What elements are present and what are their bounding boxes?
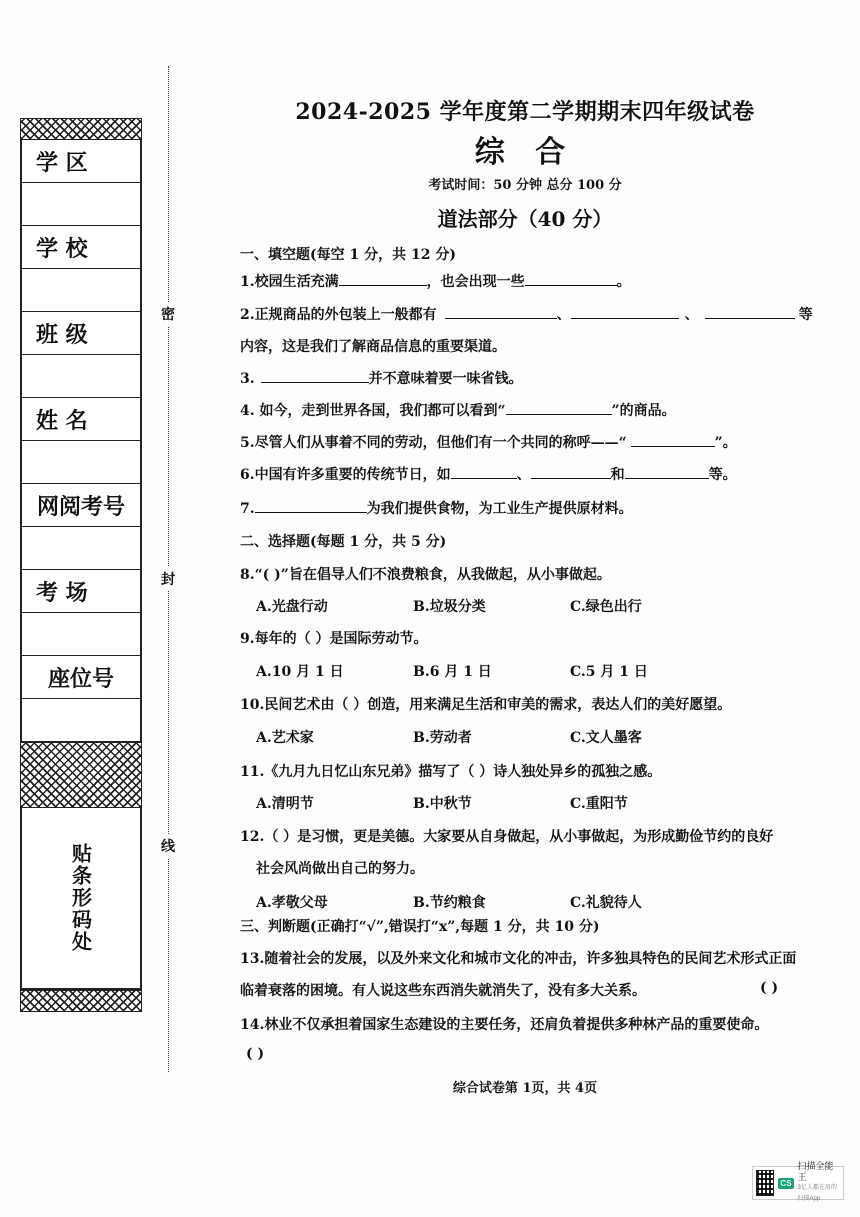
q-text: 1.校园生活充满 [240, 274, 339, 290]
exam-info: 考试时间：50 分钟 总分 100 分 [428, 178, 622, 193]
q-text: 。 [616, 274, 631, 290]
option-a[interactable]: A.艺术家 [256, 730, 314, 746]
option-c[interactable]: C.重阳节 [570, 796, 628, 812]
camscanner-logo-icon: CS [780, 1178, 792, 1188]
field-seat-blank[interactable] [20, 699, 142, 742]
field-school [20, 226, 142, 269]
question-12: 12.（ ）是习惯，更是美德。大家要从自身做起，从小事做起，为形成勤俭节约的良好 [240, 829, 774, 845]
binding-sidebar [20, 118, 142, 1034]
chevron-border [20, 118, 142, 140]
seal-mark: 封 [161, 567, 175, 591]
option-b[interactable]: B.6 月 1 日 [413, 664, 492, 680]
options-12 [256, 892, 727, 912]
q-text: 和 [610, 467, 625, 483]
field-school-blank[interactable] [20, 269, 142, 312]
q-text: 3. [240, 371, 255, 387]
option-b[interactable]: B.节约粮食 [413, 895, 486, 911]
option-c[interactable]: C.文人墨客 [570, 730, 642, 746]
q-text: 并不意味着要一味省钱。 [368, 371, 523, 387]
options-11 [256, 793, 727, 813]
q-text: ”的商品。 [611, 403, 676, 419]
exam-content [240, 96, 813, 1096]
subject-title: 综 合 [474, 135, 576, 170]
part1-heading: 一、填空题(每空 1 分，共 12 分) [240, 247, 456, 263]
question-1 [240, 271, 820, 291]
page-title: 2024-2025 学年度第二学期期末四年级试卷 [295, 99, 755, 125]
chevron-border [20, 742, 142, 808]
scanner-text [798, 1161, 840, 1205]
question-7 [240, 498, 820, 518]
question-13-cont [240, 980, 820, 1000]
field-exam-id [20, 484, 142, 527]
q-text: 7. [240, 501, 255, 517]
q-text: 2.正规商品的外包装上一般都有 [240, 307, 437, 323]
answer-blank[interactable] [261, 368, 369, 383]
field-class-blank[interactable] [20, 355, 142, 398]
option-b[interactable]: B.劳动者 [413, 730, 472, 746]
barcode-area [20, 808, 142, 990]
question-6 [240, 464, 820, 484]
option-a[interactable]: A.10 月 1 日 [256, 664, 344, 680]
question-14: 14.林业不仅承担着国家生态建设的主要任务，还肩负着提供多种林产品的重要使命。 [240, 1017, 769, 1033]
part3-heading: 三、判断题(正确打“√”,错误打“x”,每题 1 分，共 10 分) [240, 919, 600, 935]
seal-mark: 密 [161, 302, 175, 326]
field-label: 学 区 [36, 149, 88, 176]
scanner-sub: 3亿人都在用的扫描App [797, 1185, 837, 1202]
field-label: 网阅考号 [36, 493, 125, 520]
q-text: 、 [556, 307, 571, 323]
section-title: 道法部分（40 分） [437, 207, 613, 231]
q-text: 为我们提供食物，为工业生产提供原材料。 [366, 501, 633, 517]
answer-paren[interactable]: ( ) [760, 980, 779, 996]
option-c[interactable]: C.礼貌待人 [570, 895, 642, 911]
option-a[interactable]: A.光盘行动 [256, 599, 328, 615]
chevron-border [20, 990, 142, 1012]
answer-blank[interactable] [525, 271, 617, 286]
option-a[interactable]: A.孝敬父母 [256, 895, 328, 911]
page-footer: 综合试卷第 1页，共 4页 [452, 1081, 598, 1096]
option-a[interactable]: A.清明节 [256, 796, 314, 812]
answer-blank[interactable] [506, 400, 612, 415]
option-c[interactable]: C.5 月 1 日 [570, 664, 648, 680]
answer-blank[interactable] [339, 271, 427, 286]
q-text: 6.中国有许多重要的传统节日，如 [240, 467, 451, 483]
field-room-blank[interactable] [20, 613, 142, 656]
field-name-blank[interactable] [20, 441, 142, 484]
question-12-cont: 社会风尚做出自己的努力。 [256, 861, 424, 877]
seal-mark: 线 [161, 834, 175, 858]
q-text: 等。 [708, 467, 737, 483]
answer-blank[interactable] [451, 464, 517, 479]
answer-blank[interactable] [445, 304, 557, 319]
question-3 [240, 368, 820, 388]
barcode-label: 贴条形码处 [68, 843, 93, 953]
q-text: 、 [516, 467, 531, 483]
answer-blank[interactable] [631, 432, 715, 447]
q-text: ，也会出现一些 [426, 274, 525, 290]
part2-heading: 二、选择题(每题 1 分，共 5 分) [240, 534, 447, 550]
options-8 [256, 596, 727, 616]
answer-blank[interactable] [571, 304, 679, 319]
field-class [20, 312, 142, 355]
answer-blank[interactable] [255, 498, 367, 513]
question-8: 8.“( )”旨在倡导人们不浪费粮食，从我做起，从小事做起。 [240, 567, 611, 583]
field-label: 学 校 [36, 235, 88, 262]
question-4 [240, 400, 820, 420]
field-room [20, 570, 142, 613]
q-text: 临着衰落的困境。有人说这些东西消失就消失了，没有多大关系。 [240, 983, 646, 999]
options-9 [256, 661, 727, 681]
answer-paren[interactable]: ( ) [246, 1046, 265, 1062]
option-b[interactable]: B.垃圾分类 [413, 599, 486, 615]
option-c[interactable]: C.绿色出行 [570, 599, 642, 615]
question-10: 10.民间艺术由（ ）创造，用来满足生活和审美的需求，表达人们的美好愿望。 [240, 697, 732, 713]
question-5 [240, 432, 820, 452]
options-10 [256, 727, 727, 747]
field-name [20, 398, 142, 441]
question-2 [240, 304, 820, 324]
q-text: ”。 [714, 435, 737, 451]
answer-blank[interactable] [625, 464, 709, 479]
qr-code-icon [756, 1170, 774, 1196]
field-label: 班 级 [36, 321, 88, 348]
field-district [20, 140, 142, 183]
answer-blank[interactable] [531, 464, 611, 479]
answer-blank[interactable] [705, 304, 795, 319]
field-exam-id-blank[interactable] [20, 527, 142, 570]
question-11: 11.《九月九日忆山东兄弟》描写了（ ）诗人独处异乡的孤独之感。 [240, 764, 662, 780]
field-label: 考 场 [36, 579, 88, 606]
q-text: 4. 如今，走到世界各国，我们都可以看到“ [240, 403, 506, 419]
q-text: 等 [798, 307, 813, 323]
option-b[interactable]: B.中秋节 [413, 796, 472, 812]
q-text: 5.尽管人们从事着不同的劳动，但他们有一个共同的称呼——“ [240, 435, 627, 451]
question-13: 13.随着社会的发展，以及外来文化和城市文化的冲击，许多独具特色的民间艺术形式正面 [240, 951, 797, 967]
scanner-watermark [752, 1161, 844, 1202]
question-9: 9.每年的（ ）是国际劳动节。 [240, 631, 428, 647]
field-district-blank[interactable] [20, 183, 142, 226]
question-2-cont: 内容，这是我们了解商品信息的重要渠道。 [240, 339, 506, 355]
field-seat [20, 656, 142, 699]
field-label: 座位号 [47, 665, 114, 692]
q-text: 、 [684, 307, 699, 323]
field-label: 姓 名 [36, 407, 88, 434]
scanner-name: 扫描全能王 [797, 1161, 834, 1182]
